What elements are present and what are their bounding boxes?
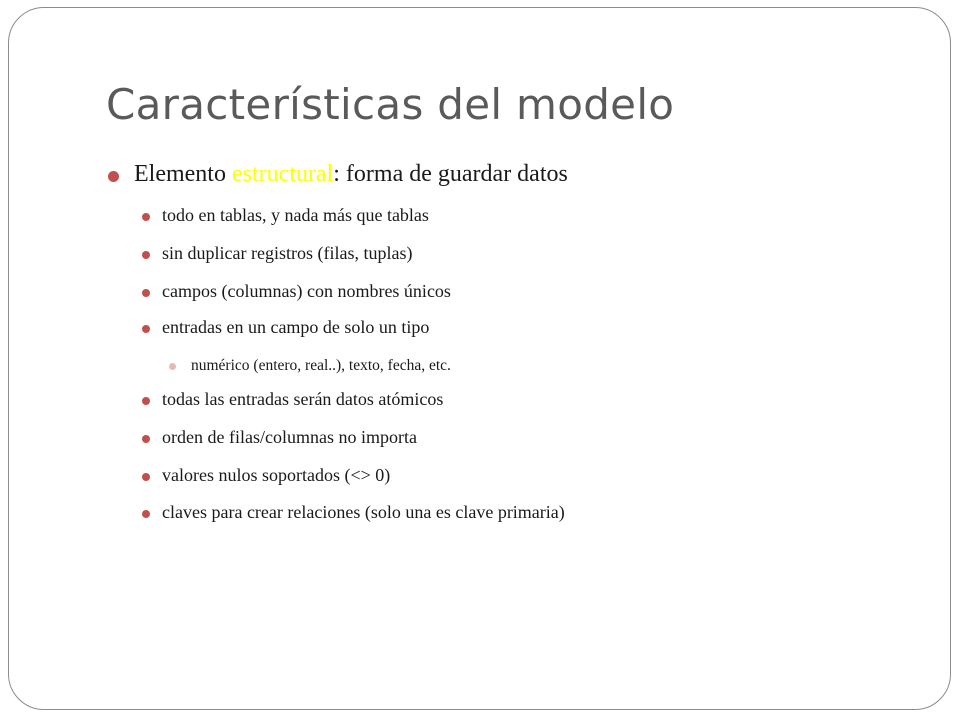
main-bullet: [134, 161, 568, 188]
sub-bullet: campos (columnas) con nombres únicos: [162, 281, 451, 301]
bullet-dot: [142, 473, 150, 481]
slide-title: Características del modelo: [106, 80, 675, 129]
sub-bullet: entradas en un campo de solo un tipo: [162, 317, 430, 337]
bullet-dot: [142, 251, 150, 259]
bullet-dot-level3: [169, 363, 176, 370]
sub-bullet: todas las entradas serán datos atómicos: [162, 389, 444, 409]
bullet-dot: [142, 325, 150, 333]
main-bullet-suffix: : forma de guardar datos: [333, 161, 568, 187]
sub-bullet: todo en tablas, y nada más que tablas: [162, 205, 429, 225]
sub-bullet: orden de filas/columnas no importa: [162, 427, 417, 447]
bullet-dot-main: [108, 171, 119, 182]
bullet-dot: [142, 213, 150, 221]
bullet-dot: [142, 435, 150, 443]
sub-bullet: claves para crear relaciones (solo una es clave primaria): [162, 502, 565, 522]
sub-bullet: valores nulos soportados (<> 0): [162, 465, 391, 485]
bullet-dot: [142, 289, 150, 297]
bullet-dot: [142, 397, 150, 405]
main-bullet-highlight: estructural: [231, 161, 334, 187]
sub-sub-bullet: numérico (entero, real..), texto, fecha, etc.: [191, 357, 451, 374]
bullet-dot: [142, 510, 150, 518]
sub-bullet: sin duplicar registros (filas, tuplas): [162, 243, 413, 263]
main-bullet-prefix: Elemento: [134, 161, 232, 187]
